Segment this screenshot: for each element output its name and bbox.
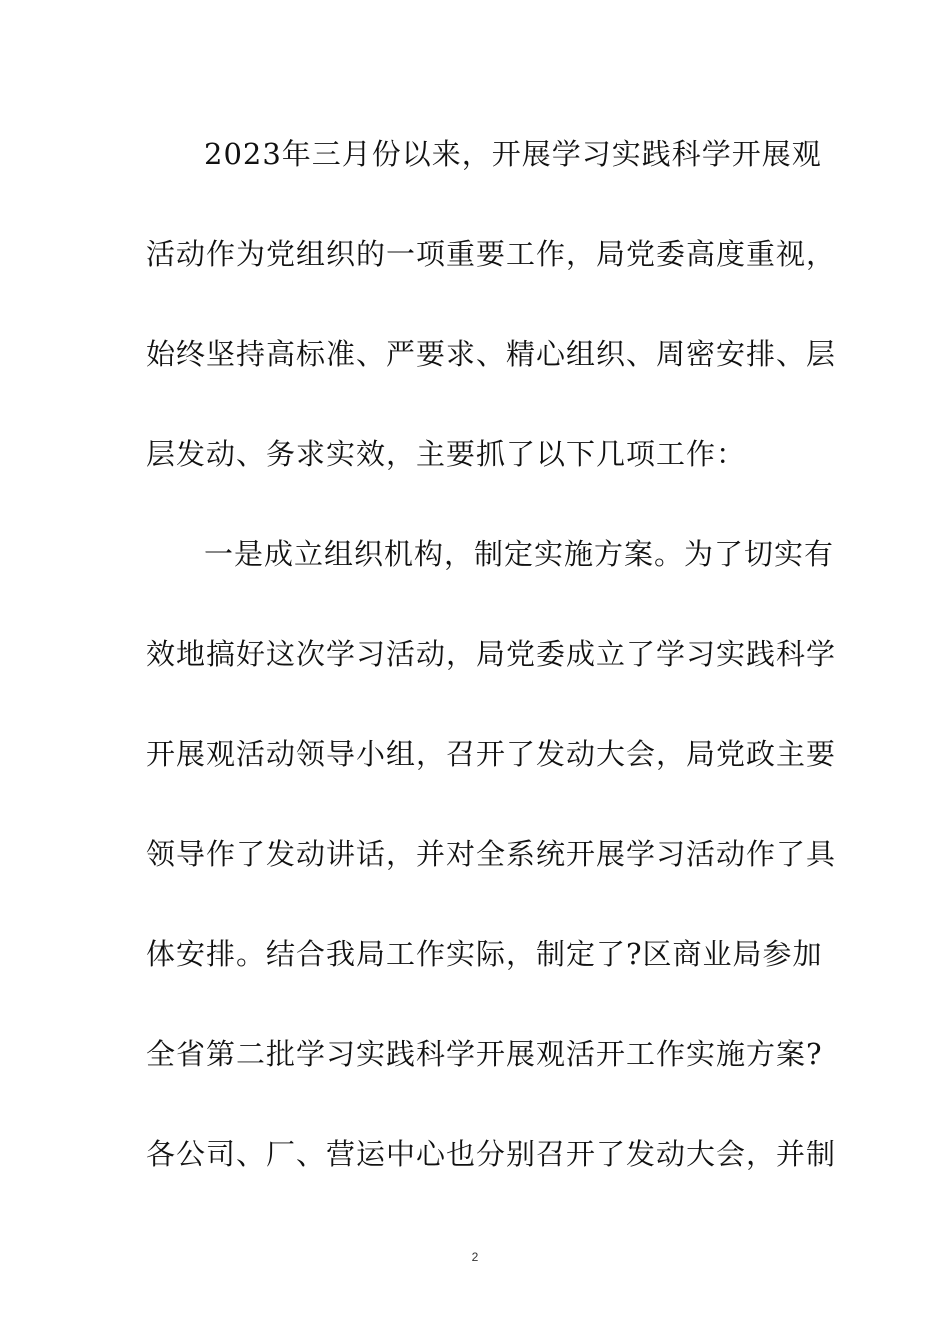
body-text	[146, 128, 837, 1228]
paragraph-1-line-4: 层发动、务求实效，主要抓了以下几项工作：	[146, 437, 747, 471]
paragraph-2-line-4: 领导作了发动讲话，并对全系统开展学习活动作了具	[146, 837, 837, 871]
paragraph-2-line-2: 效地搞好这次学习活动，局党委成立了学习实践科学	[146, 637, 837, 671]
paragraph-1-line-2: 活动作为党组织的一项重要工作，局党委高度重视，	[146, 237, 837, 271]
paragraph-2-line-5: 体安排。结合我局工作实际，制定了?区商业局参加	[146, 937, 823, 971]
paragraph-1-line-1: 2023年三月份以来，开展学习实践科学开展观	[204, 137, 822, 171]
paragraph-2-line-3: 开展观活动领导小组，召开了发动大会，局党政主要	[146, 737, 837, 771]
paragraph-2-line-1: 一是成立组织机构，制定实施方案。为了切实有	[204, 537, 835, 571]
paragraph-1-line-3: 始终坚持高标准、严要求、精心组织、周密安排、层	[146, 337, 837, 371]
paragraph-2-line-6: 全省第二批学习实践科学开展观活开工作实施方案?	[146, 1037, 823, 1071]
paragraph-2-line-7: 各公司、厂、营运中心也分别召开了发动大会，并制	[146, 1137, 837, 1171]
page-number: 2	[471, 1250, 479, 1264]
